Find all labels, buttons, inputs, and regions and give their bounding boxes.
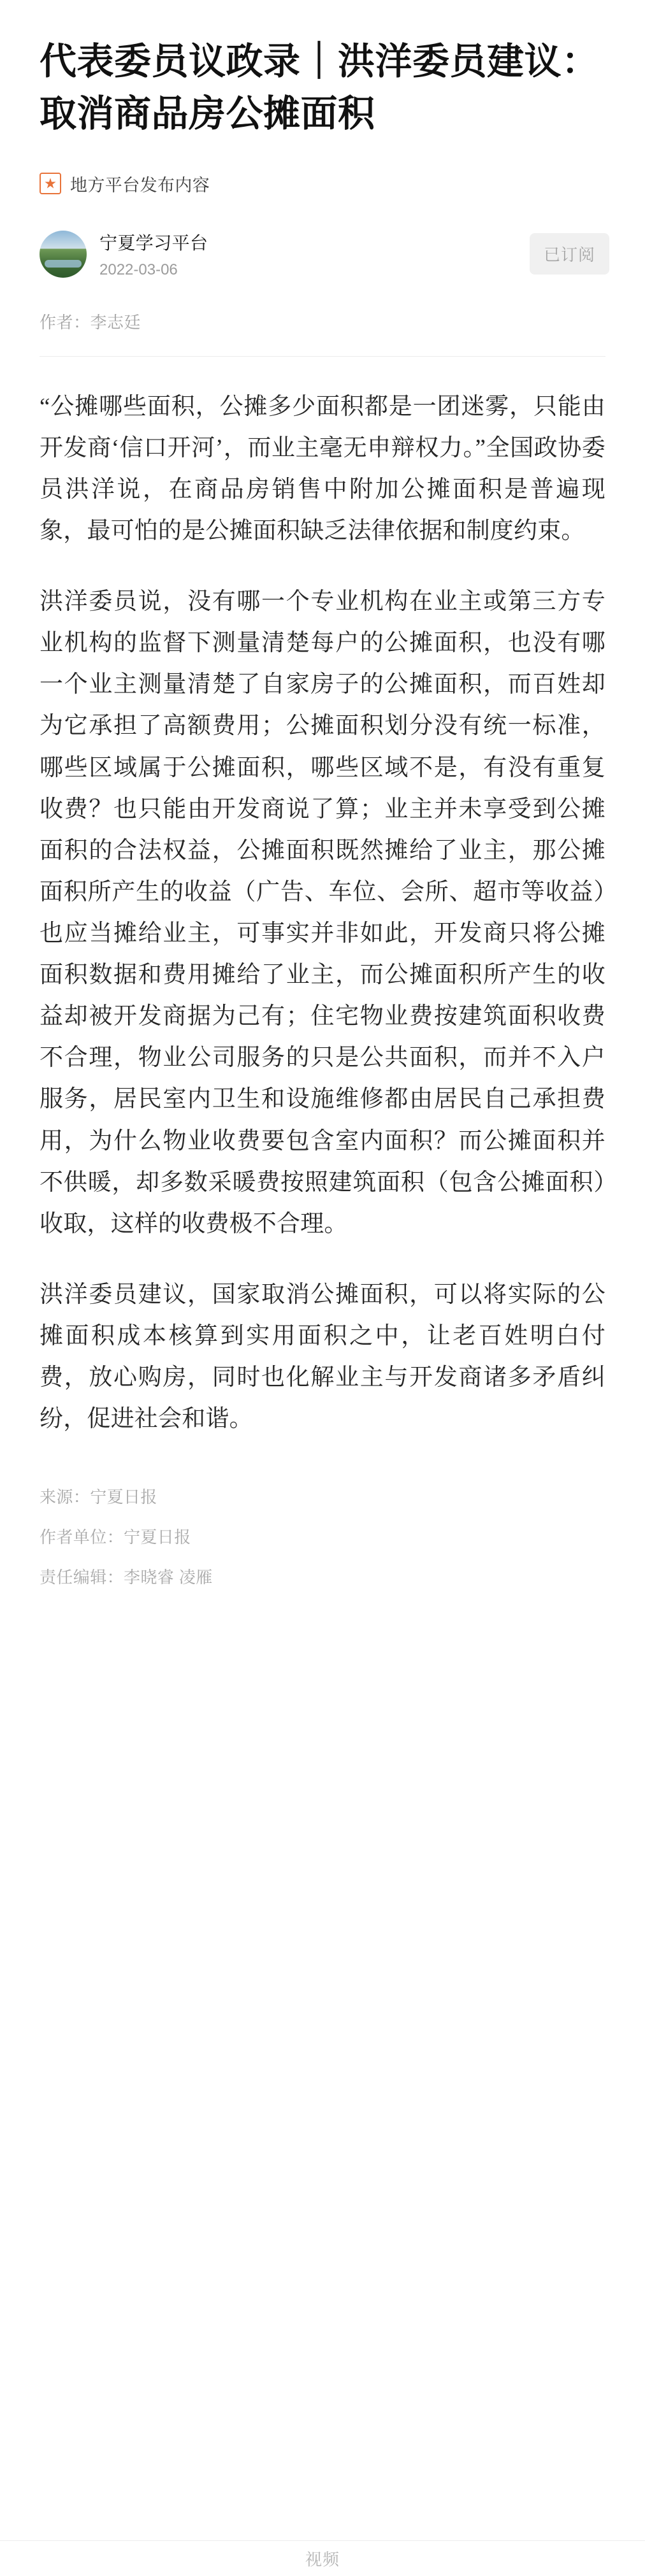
editor-line: 责任编辑：李晓睿 凌雁 — [40, 1568, 213, 1587]
paragraph: 洪洋委员建议，国家取消公摊面积，可以将实际的公摊面积成本核算到实用面积之中，让老百姓明白付费，放心购房，同时也化解业主与开发商诸多矛盾纠纷，促进社会和谐。 — [40, 1281, 605, 1433]
publisher-name[interactable]: 宁夏学习平台 — [99, 233, 208, 253]
author-unit-line: 作者单位：宁夏日报 — [40, 1528, 191, 1547]
publisher-meta — [99, 229, 208, 279]
publisher-row — [40, 229, 605, 279]
badge-icon — [40, 173, 61, 194]
bottom-bar — [0, 2540, 645, 2576]
page-title: 代表委员议政录｜洪洋委员建议：取消商品房公摊面积 — [40, 41, 599, 135]
header-divider — [40, 356, 605, 357]
source-tag-row — [40, 171, 605, 196]
bottom-bar-label[interactable]: 视频 — [305, 2550, 340, 2569]
footer-meta — [40, 1484, 605, 1588]
paragraph: 洪洋委员说，没有哪一个专业机构在业主或第三方专业机构的监督下测量清楚每户的公摊面积，也没有哪一个业主测量清楚了自家房子的公摊面积，而百姓却为它承担了高额费用；公摊面积划分没有统一标准，哪些区域属于公摊面积，哪些区域不是，有没有重复收费？也只能由开发商说了算；业主并未享受到公摊面积的合法权益，公摊面积既然摊给了业主，那公摊面积所产生的收益（广告、车位、会所、超市等收益）也应当摊给业主，可事实并非如此，开发商只将公摊面积数据和费用摊给了业主，而公摊面积所产生的收益却被开发商据为己有；住宅物业费按建筑面积收费不合理，物业公司服务的只是公共面积，而并不入户服务，居民室内卫生和设施维修都由居民自己承担费用，为什么物业收费要包含室内面积？而公摊面积并不供暖，却多数采暖费按照建筑面积（包含公摊面积）收取，这样的收费极不合理。 — [40, 589, 605, 1237]
subscribe-button[interactable]: 已订阅 — [530, 233, 609, 275]
publish-date: 2022-03-06 — [99, 261, 178, 278]
source-tag-label: 地方平台发布内容 — [70, 175, 210, 195]
author-label: 作者：李志廷 — [40, 312, 141, 332]
source-line: 来源：宁夏日报 — [40, 1487, 157, 1507]
paragraph: “公摊哪些面积，公摊多少面积都是一团迷雾，只能由开发商‘信口开河’，而业主毫无申辩权力。”全国政协委员洪洋说，在商品房销售中附加公摊面积是普遍现象，最可怕的是公摊面积缺乏法律依据和制度约束。 — [40, 393, 605, 545]
avatar — [40, 231, 87, 278]
article-body — [40, 386, 605, 1440]
